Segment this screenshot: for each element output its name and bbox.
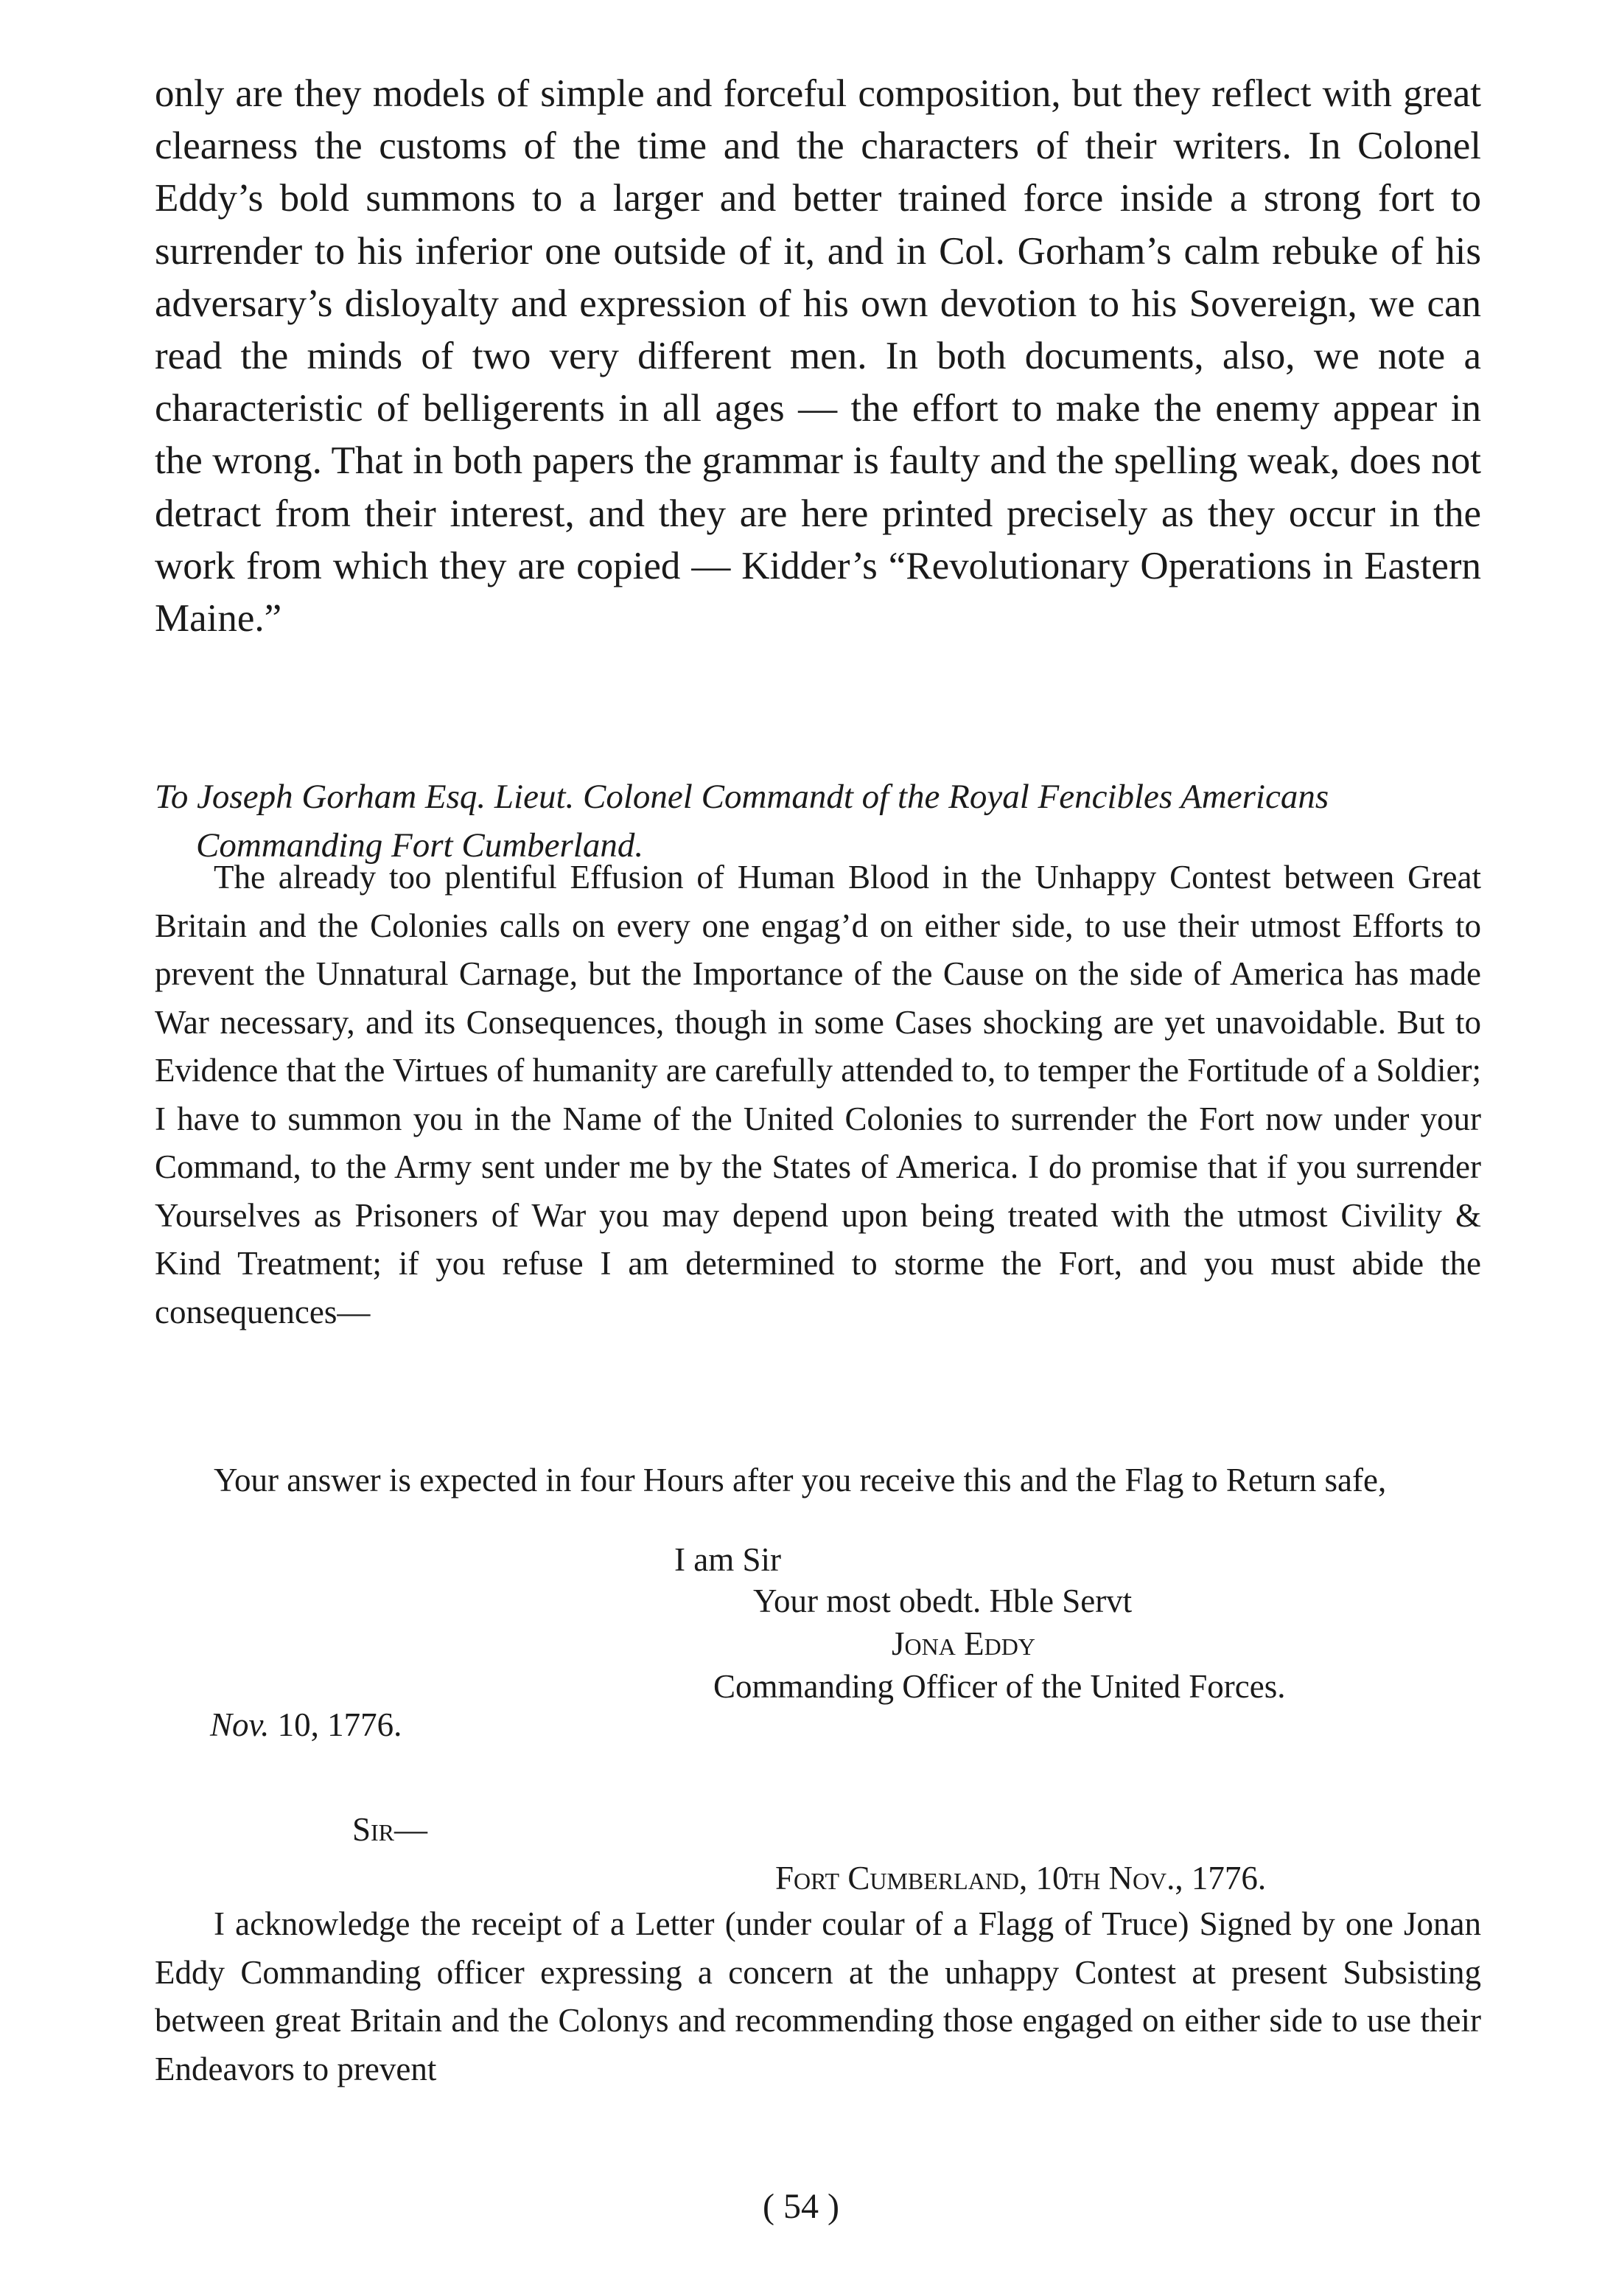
- gorham-place-date: Fort Cumberland, 10th Nov., 1776.: [775, 1860, 1267, 1897]
- month-abbrev: Nov.: [210, 1706, 270, 1743]
- eddy-letter-body: The already too plentiful Effusion of Human Blood in the Unhappy Contest between Great Britain and the Colonies calls on every one engag’d on either side, to use their utmost Efforts to prevent the Unnatural Carnage, but the Importance of the Cause on the side of America has made War necessary, and its Consequences, though in some Cases shocking are yet unavoidable. But to Evidence that the Virtues of humanity are carefully attended to, to temper the Fortitude of a Soldier; I have to summon you in the Name of the United Colonies to surrender the Fort now under your Command, to the Army sent under me by the States of America. I do promise that if you surrender Yourselves as Prisoners of War you may depend upon being treated with the utmost Civility & Kind Treatment; if you refuse I am determined to storme the Fort, and you must abide the consequences—: [155, 859, 1481, 1330]
- letter-address: To Joseph Gorham Esq. Lieut. Colonel Commandt of the Royal Fencibles Americans Commanding Fort Cumberland.: [155, 778, 1329, 865]
- eddy-signature: Jona Eddy: [892, 1625, 1035, 1662]
- eddy-letter-answer: Your answer is expected in four Hours after you receive this and the Flag to Return safe,: [214, 1462, 1387, 1498]
- page-number: ( 54 ): [763, 2187, 839, 2226]
- eddy-letter-date: [210, 1703, 402, 1747]
- eddy-signature-title: Commanding Officer of the United Forces.: [713, 1668, 1286, 1705]
- gorham-salutation: Sir—: [352, 1811, 428, 1848]
- intro-paragraph: only are they models of simple and forceful composition, but they reflect with great clearness the customs of the time and the characters of their writers. In Colonel Eddy’s bold summons to a larger and better trained force inside a strong fort to surrender to his inferior one outside of it, and in Col. Gorham’s calm rebuke of his adversary’s disloyalty and expression of his own devotion to his Sovereign, we can read the minds of two very different men. In both documents, also, we note a characteristic of belligerents in all ages — the effort to make the enemy appear in the wrong. That in both papers the grammar is faulty and the spelling weak, does not detract from their interest, and they are here printed precisely as they occur in the work from which they are copied — Kidder’s “Revolutionary Operations in Eastern Maine.”: [155, 72, 1481, 641]
- eddy-closing-i-am-sir: I am Sir: [674, 1541, 781, 1578]
- gorham-letter-body: I acknowledge the receipt of a Letter (under coular of a Flagg of Truce) Signed by one Jonan Eddy Commanding officer expressing a concern at the unhappy Contest at present Subsisting between great Britain and the Colonys and recommending those engaged on either side to use their Endeavors to prevent: [155, 1905, 1481, 2087]
- day-year: 10, 1776.: [269, 1706, 402, 1743]
- eddy-closing-servant: Your most obedt. Hble Servt: [753, 1583, 1133, 1619]
